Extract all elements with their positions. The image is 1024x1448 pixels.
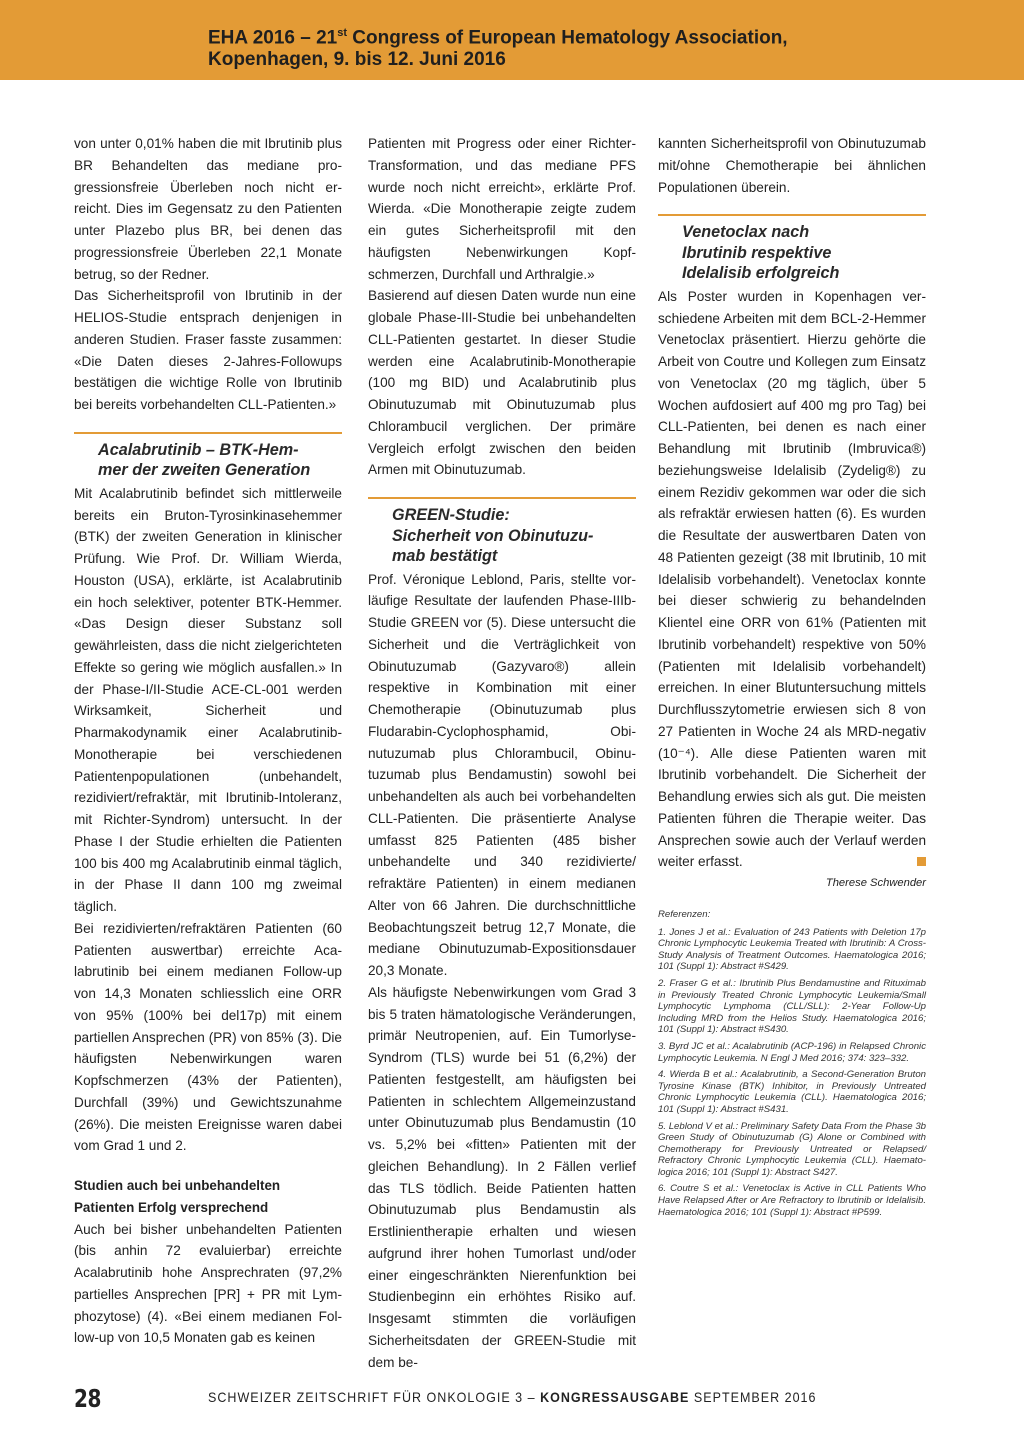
- section-heading-line: Ibrutinib respektive: [682, 243, 832, 262]
- section-heading-line: mer der zweiten Generation: [98, 461, 311, 480]
- section-divider: [368, 497, 636, 499]
- references: [658, 909, 926, 1218]
- page-number: 28: [74, 1384, 102, 1413]
- end-of-article-square-icon: [917, 857, 926, 866]
- paragraph: Basierend auf diesen Daten wurde nun eine globale Phase-III-Studie bei unbehandelten CLL-Patienten gestartet. In dieser Studie werden eine Acalabrutinib-Monotherapie (100 mg BID) und Acalabrutinib plus Obinutuzumab mit Obinutuzumab plus Chlorambucil verglichen. Der primäre Vergleich erfolgt zwischen den beiden Armen mit Obinutuzumab.: [368, 288, 636, 478]
- column-1: [74, 133, 342, 1349]
- section-heading: [368, 505, 636, 567]
- section-heading-line: mab bestätigt: [392, 547, 498, 565]
- paragraph: Das Sicherheitsprofil von Ibrutinib in der HELIOS-Studie entsprach denjenigen in anderen Studien. Fraser fasste zusammen: «Die Daten dieses 2-Jahres-Followups bestätigen die wichtige Rolle von Ibrutinib bei bereits vorbehandelten CLL-Patienten.»: [74, 288, 342, 412]
- subsection-heading-line: Studien auch bei unbehandelten: [74, 1178, 281, 1193]
- header-title-line1: [208, 22, 1008, 49]
- reference-item: 1. Jones J et al.: Evaluation of 243 Patients with Deletion 17p Chronic Lymphocytic Leukemia Treated with Ibrutinib: A Cross-Study Analysis of Treatment Outcomes. Haematologica 2016; 101 (Suppl 1): Abstract #S429.: [658, 926, 926, 973]
- paragraph: Bei rezidivierten/refraktären Patienten (60 Patienten auswertbar) erreichte Acalabrutinib bei einem medianen Follow-up von 14,3 Monaten schliesslich eine ORR von 95% (100% bei del17p) mit einem partiellen Ansprechen (PR) von 85% (3). Die häufigsten Nebenwirkungen waren Kopfschmerzen (43% der Patienten), Durchfall (39%) und Gewichtszunahme (26%). Die meisten Ereignisse waren dabei vom Grad 1 und 2.: [74, 920, 342, 1154]
- column-2: [368, 133, 636, 1373]
- reference-item: 2. Fraser G et al.: Ibrutinib Plus Bendamustine and Rituximab in Previously Treated Chronic Lymphocytic Leukemia/Small Lymphocytic Lymphoma (CLL/SLL): 2-Year Follow-Up Including MRD from the Helios Study. Haematologica 2016; 101 (Suppl 1): Abstract #S430.: [658, 977, 926, 1036]
- section-heading-line: Venetoclax nach: [682, 223, 810, 242]
- section-heading-line: Sicherheit von Obinutuzu-: [392, 526, 594, 545]
- page-footer: [74, 1384, 954, 1414]
- reference-item: 5. Leblond V et al.: Preliminary Safety Data From the Phase 3b Green Study of Obinutuzumab (G) Alone or Combined with Chemotherapy for Previously Untreated or Relapsed/ Refractory Chronic Lymphocytic Leukemia (CLL). Haematologica 2016; 101 (Suppl 1): Abstract S427.: [658, 1120, 926, 1178]
- paragraph: Als häufigste Nebenwirkungen vom Grad 3 bis 5 traten hämatologische Veränderungen, primär Neutropenien, auf. Ein Tumorlyse-Syndrom (TLS) wurde bei 51 (6,2%) der Patienten festgestellt, am häufigsten bei Patienten in schlechtem Allgemeinzustand unter Obinutuzumab plus Bendamustin (10 vs. 5,2% bei «fitten» Patienten mit der gleichen Behandlung). In 2 Fällen verlief das TLS tödlich. Beide Patienten hatten Obinutuzumab plus Bendamustin als Erstlinientherapie erhalten und wiesen aufgrund ihrer hohen Tumorlast und/oder einer eingeschränkten Nierenfunktion bei Studienbeginn ein erhöhtes Risiko auf. Insgesamt stimmten die vorläufigen Sicherheitsdaten der GREEN-Studie mit dem be-: [368, 984, 636, 1370]
- paragraph: Patienten mit Progress oder einer Richter-Transformation, und das mediane PFS wurde noch nicht erreicht», erklärte Prof. Wierda. «Die Monotherapie zeigte zudem ein gutes Sicherheitsprofil mit den häufigsten Nebenwirkungen Kopfschmerzen, Durchfall und Arthralgie.»: [368, 136, 636, 282]
- reference-item: 4. Wierda B et al.: Acalabrutinib, a Second-Generation Bruton Tyrosine Kinase (BTK) Inhibitor, in Previously Untreated Chronic Lymphocytic Leukemia (CLL). Haematologica 2016; 101 (Suppl 1): Abstract #S431.: [658, 1069, 926, 1115]
- section-divider: [658, 214, 926, 216]
- paragraph: von unter 0,01% haben die mit Ibrutinib plus BR Behandelten das mediane progressionsfreie Überleben noch nicht erreicht. Dies im Gegensatz zu den Patienten unter Plazebo plus BR, bei denen das progressionsfreie Überleben 22,1 Monate betrug, so der Redner.: [74, 136, 342, 282]
- header-title-text-rest: Congress of European Hematology Association,: [347, 27, 788, 49]
- references-title: Referenzen:: [658, 909, 711, 920]
- reference-item: 6. Coutre S et al.: Venetoclax is Active in CLL Patients Who Have Relapsed After or Are Refractory to Ibrutinib or Idelalisib. Haematologica 2016; 101 (Suppl 1): Abstract #P599.: [658, 1183, 926, 1218]
- section-heading-line: Acalabrutinib – BTK-Hem-: [98, 440, 299, 459]
- subsection-heading: [74, 1175, 342, 1219]
- paragraph: [658, 286, 926, 873]
- reference-item: 3. Byrd JC et al.: Acalabrutinib (ACP-196) in Relapsed Chronic Lymphocytic Leukemia. N Engl J Med 2016; 374: 323–332.: [658, 1040, 926, 1064]
- header-title-line2: Kopenhagen, 9. bis 12. Juni 2016: [208, 49, 506, 71]
- subsection-heading-line: Patienten Erfolg versprechend: [74, 1199, 269, 1215]
- paragraph: Mit Acalabrutinib befindet sich mittlerweile bereits ein Bruton-Tyrosinkinasehemmer (BTK) der zweiten Generation in klinischer Prüfung. Wie Prof. Dr. William Wierda, Houston (USA), erklärte, ist Acalabrutinib ein hoch selektiver, potenter BTK-Hemmer. «Das Design dieser Substanz soll gewährleisten, dass die nicht zielgerichteten Effekte so gering wie möglich ausfallen.» In der Phase-I/II-Studie ACE-CL-001 werden Wirksamkeit, Sicherheit und Pharmakodynamik einer Acalabrutinib-Monotherapie bei verschiedenen Patientenpopulationen (unbehandelt, rezidiviert/refraktär, mit Ibrutinib-Intoleranz, mit Richter-Syndrom) untersucht. In der Phase I der Studie erhielten die Patienten 100 bis 400 mg Acalabrutinib einmal täglich, in der Phase II dann 100 mg zweimal täglich.: [74, 485, 342, 914]
- page-header-title: [208, 22, 1008, 71]
- paragraph: kannten Sicherheitsprofil von Obinutuzumab mit/ohne Chemotherapie bei ähnlichen Populationen überein.: [658, 136, 926, 195]
- journal-title: SCHWEIZER ZEITSCHRIFT FÜR ONKOLOGIE 3 –: [208, 1390, 541, 1405]
- section-heading: [74, 440, 342, 481]
- paragraph: Prof. Véronique Leblond, Paris, stellte vorläufige Resultate der laufenden Phase-IIIb-Studie GREEN vor (5). Diese untersucht die Sicherheit und die Verträglichkeit von Obinutuzumab (Gazyvaro®) allein respektive in Kombination mit einer Chemotherapie (Obinutuzumab plus Fludarabin-Cyclophosphamid, Obinutuzumab plus Chlorambucil, Obinutuzumab plus Bendamustin) sowohl bei unbehandelten als auch bei vorbehandelten CLL-Patienten. Die präsentierte Analyse umfasst 825 Patienten (485 bisher unbehandelte und 340 rezidivierte/ refraktäre Patienten) in einem medianen Alter von 66 Jahren. Die durchschnittliche Beobachtungszeit betrug 12,7 Monate, die mediane Obinutuzumab-Expositionsdauer 20,3 Monate.: [368, 571, 636, 978]
- header-title-superscript: st: [337, 27, 347, 39]
- paragraph: Auch bei bisher unbehandelten Patienten (bis anhin 72 evaluierbar) erreichte Acalabrutinib hohe Ansprechraten (97,2% partielles Ansprechen [PR] + PR mit Lymphozytose) (4). «Bei einem medianen Follow-up von 10,5 Monaten gab es keinen: [74, 1221, 342, 1346]
- section-heading-line: Idelalisib erfolgreich: [682, 264, 840, 283]
- column-3: [658, 133, 926, 1223]
- journal-edition: KONGRESSAUSGABE: [540, 1390, 690, 1405]
- header-title-text: EHA 2016 – 21: [208, 27, 338, 49]
- journal-date: SEPTEMBER 2016: [689, 1390, 817, 1405]
- section-heading: [658, 222, 926, 284]
- section-heading-line: GREEN-Studie:: [392, 506, 510, 524]
- paragraph-text: Als Poster wurden in Kopenhagen verschiedene Arbeiten mit dem BCL-2-Hemmer Venetoclax präsentiert. Hierzu gehörte die Arbeit von Coutre und Kollegen zum Einsatz von Venetoclax (20 mg täglich, über 5 Wochen aufdosiert auf 400 mg pro Tag) bei CLL-Patienten, bei denen es nach einer Behandlung mit Ibrutinib (Imbruvica®) beziehungsweise Idelalisib (Zydelig®) zu einem Rezidiv gekommen war oder die sich als refraktär erwiesen hatten (6). Es wurden die Resultate der auswertbaren Daten von 48 Patienten gezeigt (38 mit Ibrutinib, 10 mit Idelalisib vorbehandelt). Venetoclax konnte bei dieser schwierig zu behandelnden Klientel eine ORR von 61% (Patienten mit Ibrutinib vorbehandelt) respektive von 50% (Patienten mit Idelalisib vorbehandelt) erreichen. In einer Blutuntersuchung mittels Durchflusszytometrie erwiesen sich 8 von 27 Patienten in Woche 24 als MRD-negativ (10⁻⁴). Alle diese Patienten waren mit Ibrutinib vorbehandelt. Die Sicherheit der Behandlung erwies sich als gut. Die meisten Patienten führen die Therapie weiter. Das Ansprechen sowie auch der Verlauf werden weiter erfasst.: [658, 288, 926, 870]
- section-divider: [74, 432, 342, 434]
- author-name: Therese Schwender: [825, 877, 926, 889]
- journal-name: [208, 1390, 816, 1405]
